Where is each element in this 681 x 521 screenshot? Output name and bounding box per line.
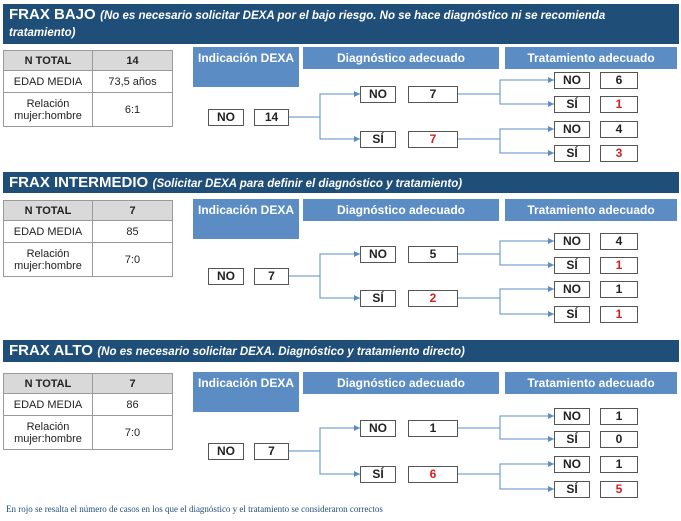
diag-no-label: NO [360, 86, 396, 103]
indicacion-no-count: 14 [254, 109, 289, 126]
trat-no-no-count: 1 [600, 408, 638, 425]
diag-si-count: 2 [408, 290, 458, 307]
diag-si-label: SÍ [360, 131, 396, 148]
tratamiento-header: Tratamiento adecuado [505, 199, 677, 221]
n-total-label: N TOTAL [4, 51, 93, 71]
tratamiento-header: Tratamiento adecuado [505, 372, 677, 394]
diag-no-count: 7 [408, 86, 458, 103]
trat-si-si-label: SÍ [554, 481, 590, 498]
indicacion-no-label: NO [208, 268, 244, 285]
trat-no-no-label: NO [554, 233, 590, 250]
n-total-label: N TOTAL [4, 374, 93, 394]
trat-si-no-label: NO [554, 281, 590, 298]
trat-no-si-count: 1 [600, 96, 638, 113]
section-title: FRAX INTERMEDIO [9, 174, 149, 191]
tratamiento-header: Tratamiento adecuado [505, 47, 677, 69]
diagnostico-header: Diagnóstico adecuado [303, 199, 499, 221]
diag-si-count: 7 [408, 131, 458, 148]
diag-si-count: 6 [408, 466, 458, 483]
trat-no-si-count: 0 [600, 431, 638, 448]
trat-si-si-count: 1 [600, 306, 638, 323]
stats-table-frax-alto [3, 373, 173, 450]
edad-media-value: 85 [93, 221, 173, 243]
trat-si-no-label: NO [554, 121, 590, 138]
diag-si-label: SÍ [360, 466, 396, 483]
diag-si-label: SÍ [360, 290, 396, 307]
diag-no-count: 5 [408, 246, 458, 263]
relacion-label: Relación mujer:hombre [4, 93, 93, 127]
trat-no-si-label: SÍ [554, 257, 590, 274]
section-header-frax-intermedio [3, 172, 679, 193]
trat-no-si-label: SÍ [554, 96, 590, 113]
trat-no-no-label: NO [554, 72, 590, 89]
indicacion-dexa-header: Indicación DEXA [193, 199, 299, 239]
indicacion-dexa-header: Indicación DEXA [193, 372, 299, 412]
n-total-value: 7 [93, 201, 173, 221]
diagnostico-header: Diagnóstico adecuado [303, 47, 499, 69]
relacion-value: 7:0 [93, 243, 173, 277]
footnote: En rojo se resalta el número de casos en los que el diagnóstico y el tratamiento se consideraron correctos [6, 504, 383, 514]
stats-table-frax-bajo [3, 50, 173, 127]
diag-no-label: NO [360, 420, 396, 437]
trat-no-si-label: SÍ [554, 431, 590, 448]
section-subtitle: (Solicitar DEXA para definir el diagnóstico y tratamiento) [152, 178, 463, 190]
trat-no-no-count: 6 [600, 72, 638, 89]
indicacion-no-count: 7 [254, 443, 289, 460]
edad-media-value: 86 [93, 394, 173, 416]
trat-si-si-count: 3 [600, 145, 638, 162]
n-total-label: N TOTAL [4, 201, 93, 221]
indicacion-no-count: 7 [254, 268, 289, 285]
edad-media-label: EDAD MEDIA [4, 71, 93, 93]
trat-no-no-label: NO [554, 408, 590, 425]
trat-si-si-count: 5 [600, 481, 638, 498]
trat-no-no-count: 4 [600, 233, 638, 250]
relacion-label: Relación mujer:hombre [4, 416, 93, 450]
section-header-frax-bajo [3, 4, 679, 44]
edad-media-label: EDAD MEDIA [4, 221, 93, 243]
section-header-frax-alto [3, 340, 679, 362]
edad-media-value: 73,5 años [93, 71, 173, 93]
relacion-label: Relación mujer:hombre [4, 243, 93, 277]
n-total-value: 7 [93, 374, 173, 394]
section-subtitle: (No es necesario solicitar DEXA por el bajo riesgo. No se hace diagnóstico ni se recomienda tratamiento) [9, 10, 606, 39]
diagnostico-header: Diagnóstico adecuado [303, 372, 499, 394]
diag-no-label: NO [360, 246, 396, 263]
indicacion-no-label: NO [208, 443, 244, 460]
section-title: FRAX ALTO [9, 342, 93, 359]
diag-no-count: 1 [408, 420, 458, 437]
relacion-value: 7:0 [93, 416, 173, 450]
trat-si-no-label: NO [554, 456, 590, 473]
trat-no-si-count: 1 [600, 257, 638, 274]
trat-si-no-count: 1 [600, 281, 638, 298]
indicacion-dexa-header: Indicación DEXA [193, 47, 299, 87]
trat-si-si-label: SÍ [554, 306, 590, 323]
edad-media-label: EDAD MEDIA [4, 394, 93, 416]
section-subtitle: (No es necesario solicitar DEXA. Diagnóstico y tratamiento directo) [97, 346, 465, 358]
section-title: FRAX BAJO [9, 6, 96, 23]
stats-table-frax-intermedio [3, 200, 173, 277]
trat-si-no-count: 4 [600, 121, 638, 138]
indicacion-no-label: NO [208, 109, 244, 126]
trat-si-si-label: SÍ [554, 145, 590, 162]
relacion-value: 6:1 [93, 93, 173, 127]
n-total-value: 14 [93, 51, 173, 71]
trat-si-no-count: 1 [600, 456, 638, 473]
